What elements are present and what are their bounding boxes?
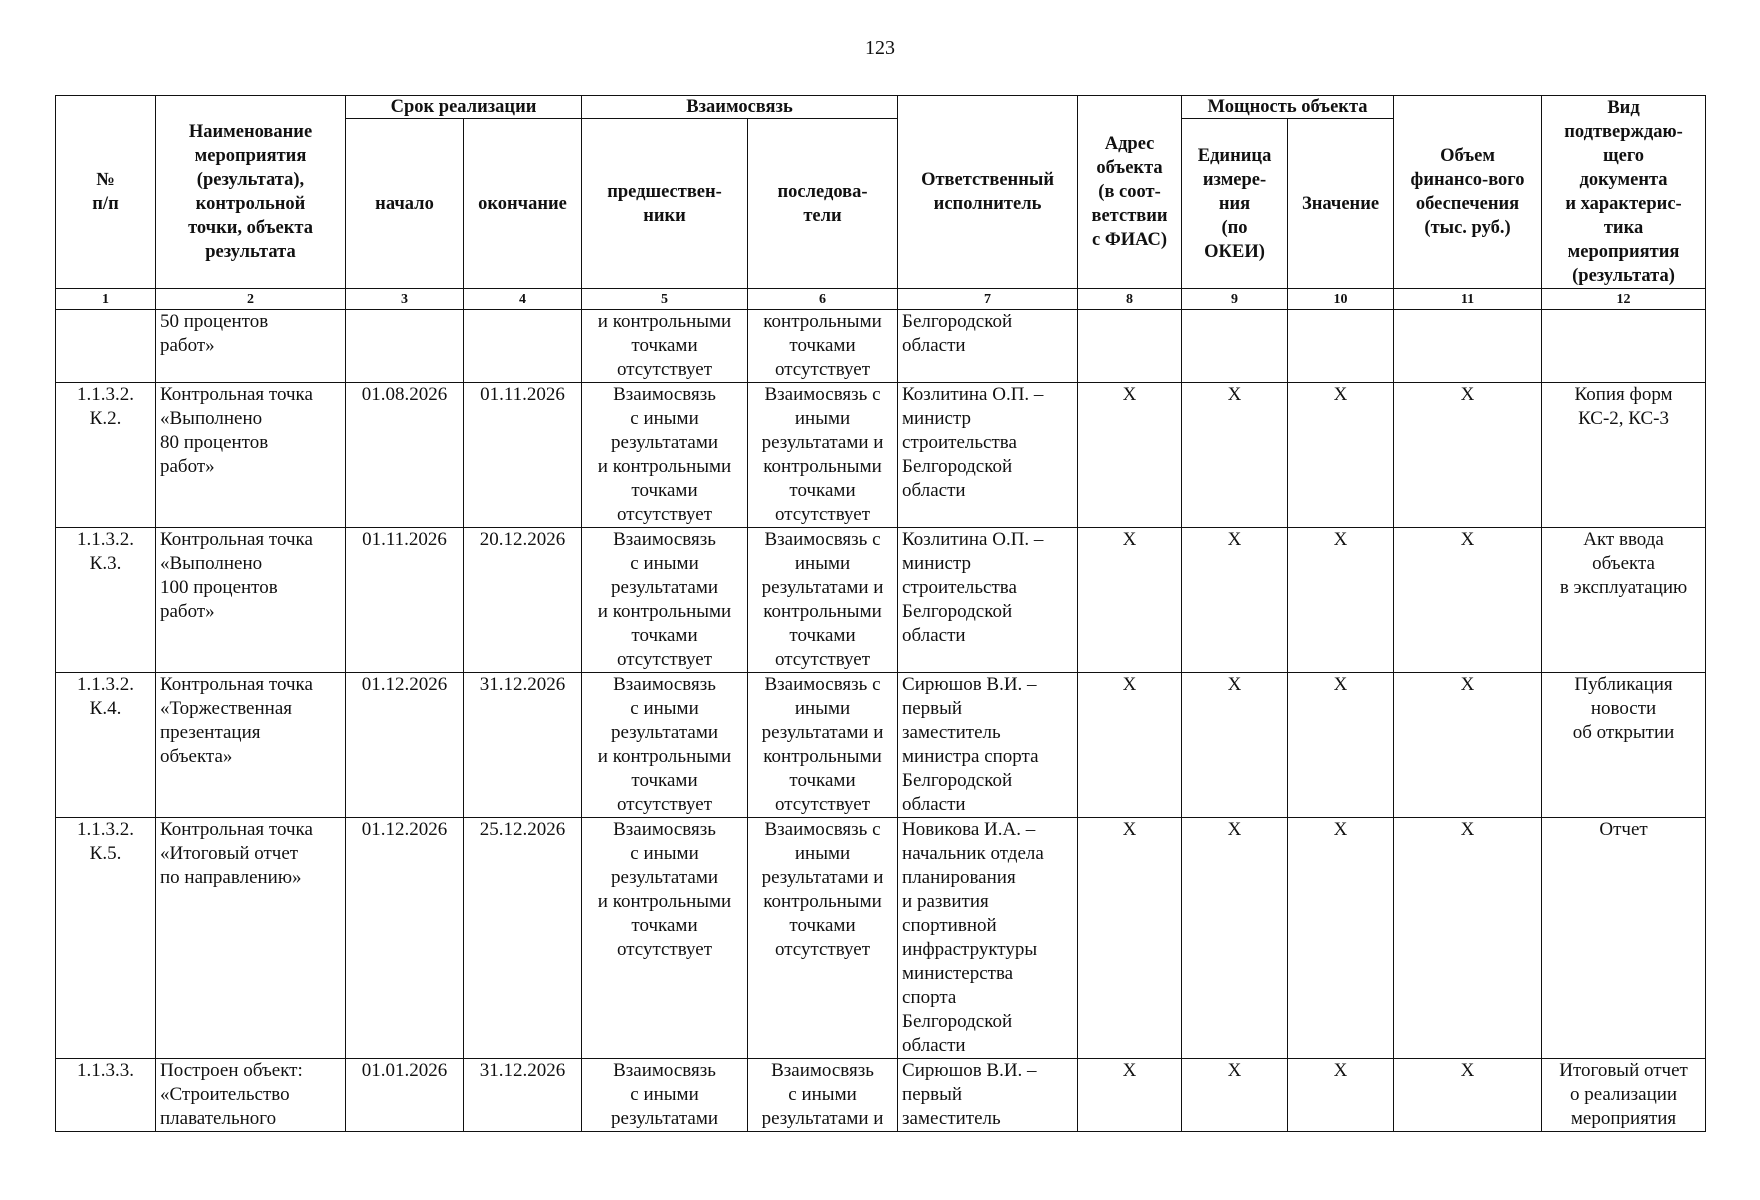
header-predecessors: предшествен- ники (582, 119, 748, 289)
cell-end: 25.12.2026 (464, 818, 582, 1059)
cell-financing: Х (1394, 383, 1542, 528)
cell-predecessors: Взаимосвязь с иными результатами (582, 1059, 748, 1132)
cell-responsible: Козлитина О.П. – министр строительства Белгородской области (898, 528, 1078, 673)
cell-financing: Х (1394, 528, 1542, 673)
col-number: 8 (1078, 289, 1182, 310)
cell-address (1078, 310, 1182, 383)
cell-num: 1.1.3.2. К.3. (56, 528, 156, 673)
cell-document: Акт ввода объекта в эксплуатацию (1542, 528, 1706, 673)
cell-unit: Х (1182, 673, 1288, 818)
cell-responsible: Сирюшов В.И. – первый заместитель министра спорта Белгородской области (898, 673, 1078, 818)
header-responsible: Ответственный исполнитель (898, 96, 1078, 289)
cell-address: Х (1078, 818, 1182, 1059)
cell-name: Контрольная точка «Торжественная презентация объекта» (156, 673, 346, 818)
cell-financing: Х (1394, 673, 1542, 818)
cell-predecessors: Взаимосвязь с иными результатами и контрольными точками отсутствует (582, 673, 748, 818)
cell-start (346, 310, 464, 383)
cell-successors: Взаимосвязь с иными результатами и (748, 1059, 898, 1132)
cell-predecessors: и контрольными точками отсутствует (582, 310, 748, 383)
cell-num (56, 310, 156, 383)
header-end: окончание (464, 119, 582, 289)
cell-start: 01.01.2026 (346, 1059, 464, 1132)
col-number: 9 (1182, 289, 1288, 310)
col-number: 11 (1394, 289, 1542, 310)
col-number: 1 (56, 289, 156, 310)
cell-responsible: Козлитина О.П. – министр строительства Белгородской области (898, 383, 1078, 528)
header-name: Наименование мероприятия (результата), контрольной точки, объекта результата (156, 96, 346, 289)
cell-name: 50 процентов работ» (156, 310, 346, 383)
cell-responsible: Сирюшов В.И. – первый заместитель (898, 1059, 1078, 1132)
cell-successors: Взаимосвязь с иными результатами и контрольными точками отсутствует (748, 673, 898, 818)
cell-start: 01.12.2026 (346, 818, 464, 1059)
cell-address: Х (1078, 673, 1182, 818)
cell-financing (1394, 310, 1542, 383)
cell-predecessors: Взаимосвязь с иными результатами и контрольными точками отсутствует (582, 383, 748, 528)
plan-table (55, 95, 1706, 1132)
cell-financing: Х (1394, 1059, 1542, 1132)
cell-end (464, 310, 582, 383)
table-row (56, 528, 1706, 673)
header-start: начало (346, 119, 464, 289)
col-number: 6 (748, 289, 898, 310)
cell-unit: Х (1182, 818, 1288, 1059)
cell-num: 1.1.3.3. (56, 1059, 156, 1132)
cell-document: Копия форм КС-2, КС-3 (1542, 383, 1706, 528)
cell-unit (1182, 310, 1288, 383)
cell-end: 31.12.2026 (464, 673, 582, 818)
cell-predecessors: Взаимосвязь с иными результатами и контрольными точками отсутствует (582, 818, 748, 1059)
cell-start: 01.11.2026 (346, 528, 464, 673)
header-unit: Единица измере- ния (по ОКЕИ) (1182, 119, 1288, 289)
cell-successors: Взаимосвязь с иными результатами и контрольными точками отсутствует (748, 528, 898, 673)
cell-responsible: Белгородской области (898, 310, 1078, 383)
cell-num: 1.1.3.2. К.4. (56, 673, 156, 818)
cell-value: Х (1288, 818, 1394, 1059)
col-number: 7 (898, 289, 1078, 310)
cell-name: Контрольная точка «Итоговый отчет по направлению» (156, 818, 346, 1059)
cell-num: 1.1.3.2. К.2. (56, 383, 156, 528)
cell-unit: Х (1182, 383, 1288, 528)
cell-unit: Х (1182, 528, 1288, 673)
table-row (56, 310, 1706, 383)
cell-document: Публикация новости об открытии (1542, 673, 1706, 818)
header-term-group: Срок реализации (346, 96, 582, 119)
cell-successors: Взаимосвязь с иными результатами и контрольными точками отсутствует (748, 383, 898, 528)
table-row (56, 818, 1706, 1059)
cell-document: Итоговый отчет о реализации мероприятия (1542, 1059, 1706, 1132)
cell-start: 01.08.2026 (346, 383, 464, 528)
header-value: Значение (1288, 119, 1394, 289)
col-number: 2 (156, 289, 346, 310)
cell-end: 31.12.2026 (464, 1059, 582, 1132)
cell-name: Контрольная точка «Выполнено 100 процентов работ» (156, 528, 346, 673)
cell-financing: Х (1394, 818, 1542, 1059)
cell-responsible: Новикова И.А. – начальник отдела планирования и развития спортивной инфраструктуры министерства спорта Белгородской области (898, 818, 1078, 1059)
header-successors: последова- тели (748, 119, 898, 289)
col-number: 10 (1288, 289, 1394, 310)
cell-value (1288, 310, 1394, 383)
header-link-group: Взаимосвязь (582, 96, 898, 119)
header-document: Вид подтверждаю- щего документа и характерис- тика мероприятия (результата) (1542, 96, 1706, 289)
header-financing: Объем финансо-вого обеспечения (тыс. руб.) (1394, 96, 1542, 289)
cell-value: Х (1288, 528, 1394, 673)
header-address: Адрес объекта (в соот- ветствии с ФИАС) (1078, 96, 1182, 289)
cell-end: 01.11.2026 (464, 383, 582, 528)
cell-predecessors: Взаимосвязь с иными результатами и контрольными точками отсутствует (582, 528, 748, 673)
table-row (56, 673, 1706, 818)
cell-value: Х (1288, 383, 1394, 528)
table-row (56, 383, 1706, 528)
cell-document: Отчет (1542, 818, 1706, 1059)
cell-successors: контрольными точками отсутствует (748, 310, 898, 383)
cell-address: Х (1078, 528, 1182, 673)
cell-name: Построен объект: «Строительство плавательного (156, 1059, 346, 1132)
header-num: № п/п (56, 96, 156, 289)
header-power-group: Мощность объекта (1182, 96, 1394, 119)
cell-address: Х (1078, 1059, 1182, 1132)
cell-value: Х (1288, 673, 1394, 818)
cell-start: 01.12.2026 (346, 673, 464, 818)
col-number: 3 (346, 289, 464, 310)
cell-name: Контрольная точка «Выполнено 80 процентов работ» (156, 383, 346, 528)
cell-value: Х (1288, 1059, 1394, 1132)
cell-num: 1.1.3.2. К.5. (56, 818, 156, 1059)
col-number: 5 (582, 289, 748, 310)
cell-end: 20.12.2026 (464, 528, 582, 673)
cell-successors: Взаимосвязь с иными результатами и контрольными точками отсутствует (748, 818, 898, 1059)
col-number: 12 (1542, 289, 1706, 310)
cell-document (1542, 310, 1706, 383)
col-number: 4 (464, 289, 582, 310)
table-row (56, 1059, 1706, 1132)
page-number: 123 (865, 37, 895, 59)
cell-address: Х (1078, 383, 1182, 528)
cell-unit: Х (1182, 1059, 1288, 1132)
